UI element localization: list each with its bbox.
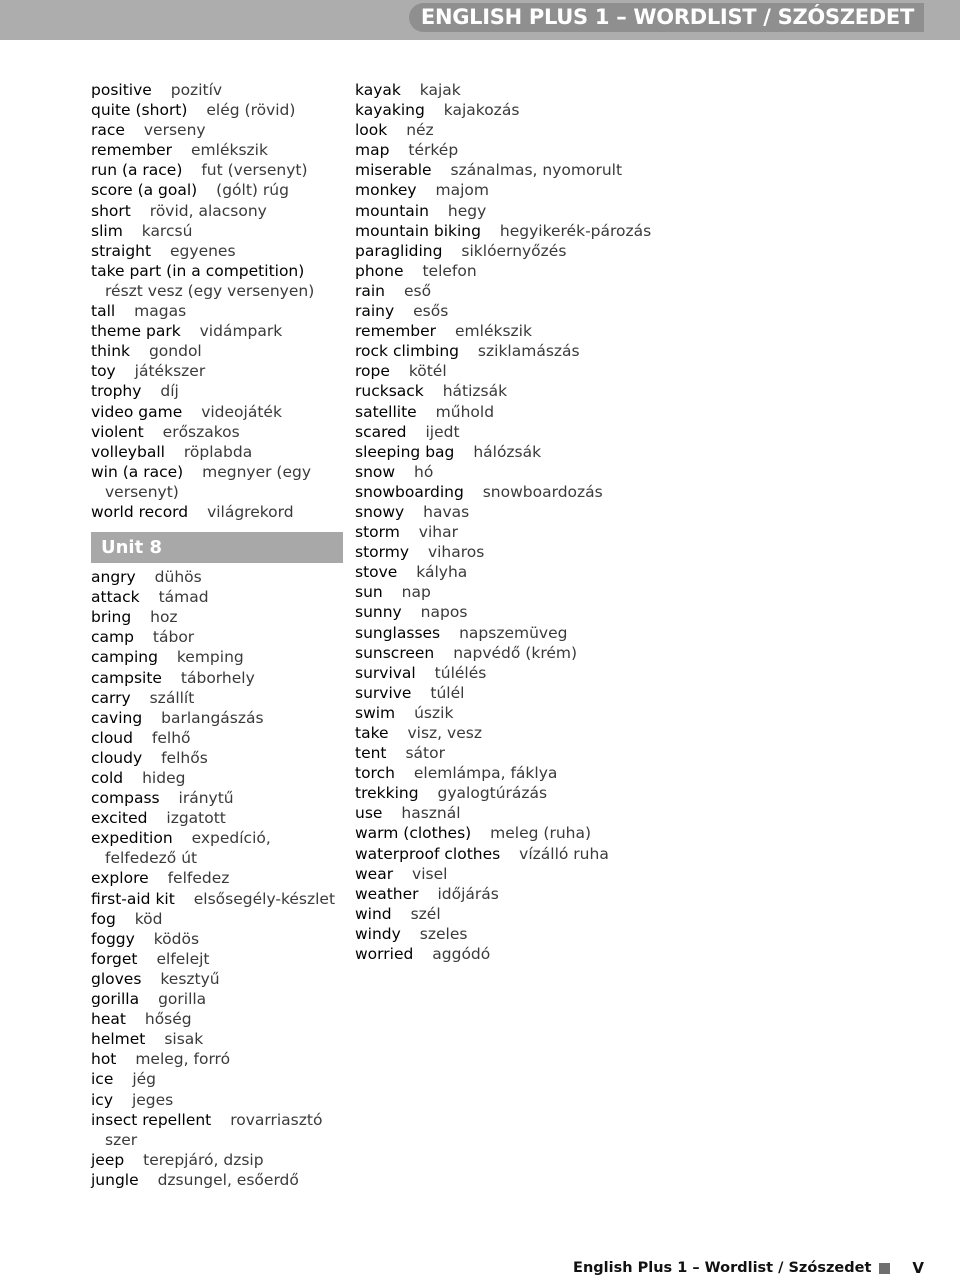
english-word: scared <box>355 422 407 441</box>
hungarian-translation: sisak <box>164 1030 204 1049</box>
wordlist-entries-top <box>91 80 343 522</box>
hungarian-translation: eső <box>403 281 432 300</box>
hungarian-translation: szél <box>410 904 441 923</box>
wordlist-entry <box>355 462 655 482</box>
english-word: satellite <box>355 402 417 421</box>
english-word: compass <box>91 789 160 808</box>
english-word: video game <box>91 402 183 421</box>
english-word: rain <box>355 281 386 300</box>
hungarian-translation: esős <box>413 302 449 321</box>
wordlist-entry <box>355 743 655 763</box>
hungarian-translation: erőszakos <box>162 422 240 441</box>
wordlist-entry <box>91 808 343 828</box>
hungarian-translation: gorilla <box>158 990 207 1009</box>
hungarian-translation: pozitív <box>170 81 223 99</box>
hungarian-translation: táborhely <box>180 668 255 687</box>
wordlist-entry <box>91 462 343 502</box>
hungarian-translation: kajak <box>419 81 461 99</box>
wordlist-entry <box>91 80 343 100</box>
english-word: take <box>355 724 389 742</box>
hungarian-translation: expedíció, felfedező út <box>105 829 271 868</box>
wordlist-entry <box>355 703 655 723</box>
wordlist-entry <box>91 708 343 728</box>
hungarian-translation: visz, vesz <box>407 724 482 742</box>
english-word: jeep <box>91 1150 125 1169</box>
hungarian-translation: egyenes <box>170 241 236 260</box>
hungarian-translation: ködös <box>153 929 200 948</box>
english-word: snowy <box>355 502 405 521</box>
wordlist-entry <box>91 221 343 241</box>
english-word: cloudy <box>91 748 143 767</box>
wordlist-entry <box>91 949 343 969</box>
english-word: worried <box>355 945 414 964</box>
wordlist-entry <box>355 100 655 120</box>
wordlist-entry <box>91 1170 343 1190</box>
wordlist-entry <box>91 1090 343 1110</box>
hungarian-translation: részt vesz (egy versenyen) <box>105 281 315 300</box>
hungarian-translation: néz <box>406 121 434 140</box>
wordlist-entries <box>355 80 655 964</box>
wordlist-entry <box>355 663 655 683</box>
english-word: run (a race) <box>91 161 183 180</box>
wordlist-entry <box>355 301 655 321</box>
hungarian-translation: vízálló ruha <box>519 844 609 863</box>
english-word: explore <box>91 869 149 888</box>
english-word: sunny <box>355 603 402 622</box>
english-word: tent <box>355 744 387 763</box>
wordlist-entry <box>355 502 655 522</box>
wordlist-entry <box>355 422 655 442</box>
wordlist-entry <box>91 442 343 462</box>
english-word: torch <box>355 764 395 783</box>
hungarian-translation: szállít <box>149 688 195 707</box>
hungarian-translation: (gólt) rúg <box>216 181 289 200</box>
english-word: phone <box>355 261 404 280</box>
wordlist-entry <box>355 120 655 140</box>
wordlist-entry <box>355 803 655 823</box>
wordlist-entry <box>91 627 343 647</box>
wordlist-entry <box>355 723 655 743</box>
wordlist-entry <box>355 402 655 422</box>
wordlist-entry <box>91 748 343 768</box>
english-word: kayaking <box>355 101 425 120</box>
wordlist-entry <box>355 482 655 502</box>
wordlist-entry <box>355 221 655 241</box>
hungarian-translation: kajakozás <box>443 101 520 120</box>
wordlist-entry <box>355 542 655 562</box>
hungarian-translation: hátizsák <box>442 382 508 401</box>
hungarian-translation: nap <box>401 583 431 602</box>
english-word: helmet <box>91 1030 146 1049</box>
wordlist-entry <box>91 381 343 401</box>
hungarian-translation: izgatott <box>166 809 226 828</box>
english-word: win (a race) <box>91 462 184 481</box>
hungarian-translation: köd <box>134 909 163 928</box>
english-word: swim <box>355 703 396 722</box>
hungarian-translation: snowboardozás <box>482 482 603 501</box>
hungarian-translation: sátor <box>405 744 445 763</box>
hungarian-translation: magas <box>134 302 187 321</box>
wordlist-entry <box>355 321 655 341</box>
english-word: violent <box>91 422 144 441</box>
english-word: straight <box>91 241 152 260</box>
english-word: toy <box>91 362 116 381</box>
english-word: map <box>355 141 390 160</box>
wordlist-entry <box>91 889 343 909</box>
wordlist-entry <box>355 783 655 803</box>
hungarian-translation: használ <box>401 804 461 823</box>
wordlist-entry <box>355 281 655 301</box>
english-word: take part (in a competition) <box>91 261 305 280</box>
wordlist-entry <box>91 587 343 607</box>
wordlist-entry <box>91 668 343 688</box>
wordlist-entry <box>91 1069 343 1089</box>
hungarian-translation: fut (versenyt) <box>201 161 308 180</box>
wordlist-entry <box>91 361 343 381</box>
wordlist-entry <box>91 120 343 140</box>
english-word: camp <box>91 628 134 647</box>
page-number: V <box>912 1259 924 1277</box>
wordlist-entry <box>355 864 655 884</box>
english-word: attack <box>91 588 140 607</box>
header-title: ENGLISH PLUS 1 – WORDLIST / SZÓSZEDET <box>409 3 924 32</box>
hungarian-translation: kályha <box>416 563 468 582</box>
hungarian-translation: hideg <box>142 769 186 787</box>
english-word: race <box>91 121 125 140</box>
wordlist-entry <box>91 402 343 422</box>
english-word: theme park <box>91 322 181 341</box>
hungarian-translation: játékszer <box>134 362 206 381</box>
english-word: survival <box>355 663 416 682</box>
english-word: score (a goal) <box>91 181 198 200</box>
hungarian-translation: hőség <box>144 1010 192 1029</box>
wordlist-entry <box>91 647 343 667</box>
english-word: snowboarding <box>355 482 464 501</box>
english-word: carry <box>91 688 131 707</box>
english-word: remember <box>91 141 173 160</box>
hungarian-translation: videojáték <box>201 402 282 421</box>
english-word: trophy <box>91 382 142 401</box>
hungarian-translation: meleg, forró <box>135 1050 231 1069</box>
hungarian-translation: sziklamászás <box>477 342 580 361</box>
hungarian-translation: jég <box>132 1070 156 1089</box>
hungarian-translation: jeges <box>131 1090 174 1109</box>
wordlist-entry <box>91 929 343 949</box>
english-word: excited <box>91 809 148 828</box>
english-word: windy <box>355 924 401 943</box>
wordlist-column-left <box>91 80 343 1190</box>
wordlist-entries-unit <box>91 567 343 1190</box>
english-word: wear <box>355 864 394 883</box>
english-word: camping <box>91 648 158 667</box>
hungarian-translation: telefon <box>422 261 477 280</box>
hungarian-translation: ijedt <box>425 422 460 441</box>
hungarian-translation: dühös <box>154 568 202 587</box>
english-word: use <box>355 804 383 823</box>
square-icon <box>879 1263 890 1274</box>
hungarian-translation: meleg (ruha) <box>490 824 592 843</box>
wordlist-entry <box>355 140 655 160</box>
english-word: stormy <box>355 543 410 562</box>
english-word: rucksack <box>355 382 424 401</box>
hungarian-translation: elég (rövid) <box>206 101 296 120</box>
wordlist-entry <box>91 1029 343 1049</box>
hungarian-translation: tábor <box>152 628 195 647</box>
hungarian-translation: karcsú <box>141 221 193 240</box>
wordlist-entry <box>91 909 343 929</box>
english-word: sleeping bag <box>355 442 455 461</box>
wordlist-entry <box>91 502 343 522</box>
wordlist-entry <box>355 884 655 904</box>
wordlist-entry <box>91 989 343 1009</box>
hungarian-translation: felhős <box>161 748 208 767</box>
wordlist-entry <box>91 100 343 120</box>
english-word: stove <box>355 563 398 582</box>
english-word: sun <box>355 583 383 602</box>
english-word: rope <box>355 362 390 381</box>
wordlist-entry <box>91 261 343 301</box>
hungarian-translation: emlékszik <box>191 141 268 160</box>
hungarian-translation: időjárás <box>437 884 499 903</box>
hungarian-translation: műhold <box>435 402 495 421</box>
hungarian-translation: napvédő (krém) <box>453 643 578 662</box>
hungarian-translation: hoz <box>150 608 178 627</box>
english-word: snow <box>355 462 396 481</box>
wordlist-entry <box>91 241 343 261</box>
hungarian-translation: túlél <box>430 683 465 702</box>
wordlist-entry <box>355 823 655 843</box>
wordlist-entry <box>355 763 655 783</box>
wordlist-entry <box>355 201 655 221</box>
hungarian-translation: megnyer (egy versenyt) <box>105 462 312 501</box>
english-word: look <box>355 121 388 140</box>
hungarian-translation: dzsungel, esőerdő <box>157 1170 299 1189</box>
english-word: expedition <box>91 829 173 848</box>
hungarian-translation: kötél <box>408 362 447 381</box>
hungarian-translation: elfelejt <box>156 949 210 968</box>
wordlist-entry <box>355 381 655 401</box>
hungarian-translation: havas <box>423 502 470 521</box>
wordlist-entry <box>91 868 343 888</box>
wordlist-entry <box>355 241 655 261</box>
wordlist-entry <box>355 643 655 663</box>
hungarian-translation: napos <box>420 603 468 622</box>
wordlist-entry <box>91 301 343 321</box>
english-word: world record <box>91 502 189 521</box>
wordlist-entry <box>91 1049 343 1069</box>
hungarian-translation: visel <box>412 864 448 883</box>
english-word: campsite <box>91 668 162 687</box>
wordlist-entry <box>355 904 655 924</box>
english-word: trekking <box>355 784 419 803</box>
hungarian-translation: szeles <box>419 924 468 943</box>
english-word: cold <box>91 769 124 787</box>
english-word: think <box>91 342 131 361</box>
english-word: rock climbing <box>355 342 459 361</box>
hungarian-translation: aggódó <box>432 945 491 964</box>
english-word: caving <box>91 708 143 727</box>
english-word: remember <box>355 322 437 341</box>
english-word: warm (clothes) <box>355 824 472 843</box>
english-word: positive <box>91 81 152 99</box>
hungarian-translation: díj <box>160 382 179 401</box>
english-word: slim <box>91 221 123 240</box>
wordlist-entry <box>355 361 655 381</box>
wordlist-entry <box>355 844 655 864</box>
english-word: gloves <box>91 969 142 988</box>
english-word: first-aid kit <box>91 889 175 908</box>
hungarian-translation: elsősegély-készlet <box>193 889 336 908</box>
hungarian-translation: térkép <box>408 141 459 160</box>
footer-text: English Plus 1 – Wordlist / Szószedet <box>573 1260 872 1276</box>
wordlist-entry <box>91 768 343 788</box>
hungarian-translation: túlélés <box>434 663 487 682</box>
english-word: short <box>91 201 131 220</box>
wordlist-entry <box>91 1009 343 1029</box>
unit-heading: Unit 8 <box>91 532 343 563</box>
wordlist-entry <box>91 140 343 160</box>
wordlist-entry <box>355 683 655 703</box>
english-word: volleyball <box>91 442 165 461</box>
hungarian-translation: napszemüveg <box>459 623 568 642</box>
english-word: hot <box>91 1050 117 1069</box>
hungarian-translation: felfedez <box>167 869 230 888</box>
english-word: tall <box>91 302 116 321</box>
english-word: jungle <box>91 1170 139 1189</box>
wordlist-column-right <box>355 80 655 964</box>
hungarian-translation: felhő <box>151 728 191 747</box>
wordlist-entry <box>91 828 343 868</box>
wordlist-entry <box>355 944 655 964</box>
wordlist-entry <box>355 341 655 361</box>
hungarian-translation: vihar <box>418 523 458 542</box>
wordlist-entry <box>91 341 343 361</box>
page-footer <box>573 1259 924 1277</box>
wordlist-entry <box>355 261 655 281</box>
hungarian-translation: emlékszik <box>455 322 532 341</box>
english-word: angry <box>91 568 136 587</box>
hungarian-translation: majom <box>435 181 489 200</box>
english-word: mountain <box>355 201 429 220</box>
hungarian-translation: rövid, alacsony <box>149 201 267 220</box>
header-bar <box>0 0 960 40</box>
english-word: miserable <box>355 161 432 180</box>
wordlist-entry <box>91 201 343 221</box>
wordlist-entry <box>91 688 343 708</box>
wordlist-entry <box>355 180 655 200</box>
hungarian-translation: siklóernyőzés <box>461 241 567 260</box>
english-word: storm <box>355 523 400 542</box>
english-word: kayak <box>355 81 401 99</box>
english-word: survive <box>355 683 412 702</box>
hungarian-translation: szánalmas, nyomorult <box>450 161 623 180</box>
wordlist-entry <box>355 924 655 944</box>
english-word: wind <box>355 904 392 923</box>
english-word: fog <box>91 909 116 928</box>
hungarian-translation: vidámpark <box>199 322 283 341</box>
wordlist-entry <box>355 160 655 180</box>
english-word: sunscreen <box>355 643 435 662</box>
english-word: heat <box>91 1010 126 1029</box>
wordlist-entry <box>91 607 343 627</box>
english-word: icy <box>91 1090 114 1109</box>
hungarian-translation: hegy <box>447 201 487 220</box>
wordlist-entry <box>355 582 655 602</box>
wordlist-entry <box>91 180 343 200</box>
hungarian-translation: úszik <box>414 703 454 722</box>
wordlist-entry <box>355 602 655 622</box>
english-word: quite (short) <box>91 101 188 120</box>
english-word: weather <box>355 884 419 903</box>
hungarian-translation: világrekord <box>207 502 294 521</box>
english-word: sunglasses <box>355 623 441 642</box>
hungarian-translation: barlangászás <box>161 708 264 727</box>
wordlist-entry <box>91 422 343 442</box>
wordlist-entry <box>91 788 343 808</box>
hungarian-translation: hálózsák <box>473 442 542 461</box>
english-word: foggy <box>91 929 135 948</box>
hungarian-translation: gondol <box>148 342 202 361</box>
hungarian-translation: kesztyű <box>160 969 220 988</box>
wordlist-entry <box>91 321 343 341</box>
english-word: forget <box>91 949 138 968</box>
hungarian-translation: kemping <box>176 648 244 667</box>
english-word: cloud <box>91 728 133 747</box>
english-word: paragliding <box>355 241 443 260</box>
hungarian-translation: gyalogtúrázás <box>437 784 548 803</box>
english-word: mountain biking <box>355 221 481 240</box>
wordlist-entry <box>91 567 343 587</box>
hungarian-translation: elemlámpa, fáklya <box>413 764 558 783</box>
english-word: ice <box>91 1070 114 1089</box>
hungarian-translation: iránytű <box>178 789 234 808</box>
wordlist-entry <box>91 1110 343 1150</box>
english-word: insect repellent <box>91 1110 212 1129</box>
english-word: rainy <box>355 302 395 321</box>
wordlist-entry <box>91 1150 343 1170</box>
hungarian-translation: hó <box>414 462 434 481</box>
english-word: bring <box>91 608 132 627</box>
wordlist-entry <box>355 522 655 542</box>
wordlist-entry <box>355 442 655 462</box>
hungarian-translation: röplabda <box>183 442 253 461</box>
hungarian-translation: támad <box>158 588 209 607</box>
hungarian-translation: viharos <box>427 543 485 562</box>
wordlist-entry <box>91 969 343 989</box>
hungarian-translation: verseny <box>143 121 206 140</box>
wordlist-entry <box>355 623 655 643</box>
wordlist-entry <box>355 80 655 100</box>
wordlist-entry <box>355 562 655 582</box>
english-word: monkey <box>355 181 417 200</box>
english-word: waterproof clothes <box>355 844 501 863</box>
hungarian-translation: hegyikerék-pározás <box>499 221 652 240</box>
hungarian-translation: terepjáró, dzsip <box>143 1150 264 1169</box>
wordlist-entry <box>91 728 343 748</box>
hungarian-translation: rovarriasztó szer <box>105 1110 323 1149</box>
english-word: gorilla <box>91 990 140 1009</box>
wordlist-entry <box>91 160 343 180</box>
